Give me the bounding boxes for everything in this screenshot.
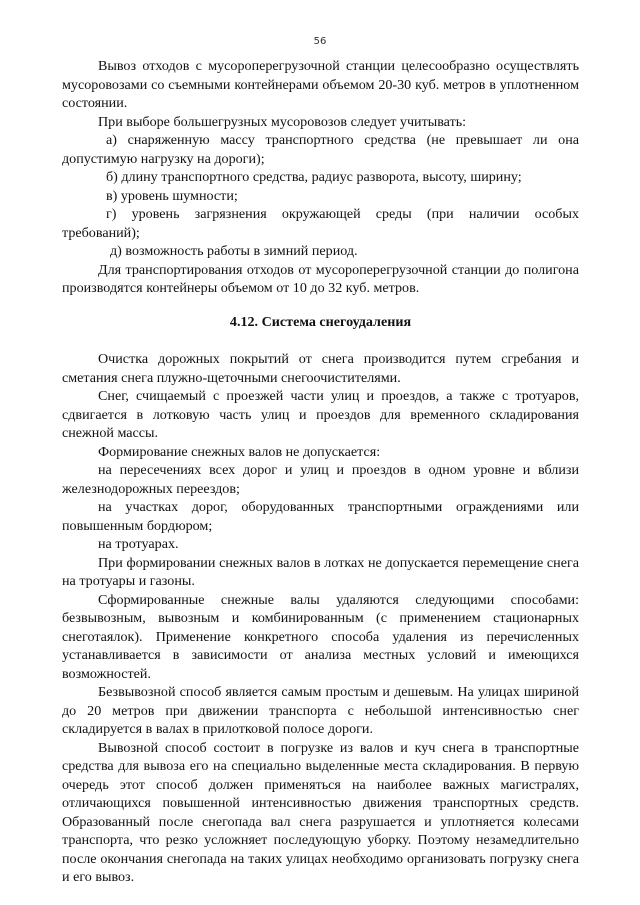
- paragraph: Очистка дорожных покрытий от снега производится путем сгребания и сметания снега плужно-щеточными снегоочистителями.: [62, 351, 579, 386]
- paragraph: Вывоз отходов с мусороперегрузочной станции целесообразно осуществлять мусоровозами со съемными контейнерами объемом 20-30 куб. метров в уплотненном состоянии.: [62, 58, 579, 111]
- section-heading: 4.12. Система снегоудаления: [229, 313, 412, 330]
- list-item: г) уровень загрязнения окружающей среды (при наличии особых требований);: [62, 206, 579, 241]
- waste-transport-section: [62, 57, 579, 298]
- paragraph: Формирование снежных валов не допускается:: [98, 443, 381, 460]
- paragraph: Вывозной способ состоит в погрузке из валов и куч снега в транспортные средства для вывоза его на специально выделенные места складирования. В первую очередь этот способ должен применяться на наиболее важных магистралях, отличающихся повышенной интенсивностью движения транспортных средств. Образованный после снегопада вал снега разрушается и уплотняется колесами транспорта, что резко усложняет последующую уборку. Поэтому незамедлительно после окончания снегопада на таких улицах необходимо организовать погрузку снега и его вывоз.: [62, 739, 579, 885]
- list-item: на тротуарах.: [98, 536, 179, 552]
- list-item: а) снаряженную массу транспортного средства (не превышает ли она допустимую нагрузку на дороги);: [62, 132, 579, 167]
- document-body: [62, 57, 579, 887]
- page-number: 56: [313, 36, 327, 47]
- paragraph: Безвывозной способ является самым простым и дешевым. На улицах шириной до 20 метров при движении транспорта с небольшой интенсивностью снег складируется в валах в прилотковой полосе дороги.: [62, 684, 579, 737]
- paragraph: Снег, счищаемый с проезжей части улиц и проездов, а также с тротуаров, сдвигается в лотковую часть улиц и проездов для временного складирования снежной массы.: [62, 388, 579, 441]
- list-item: б) длину транспортного средства, радиус разворота, высоту, ширину;: [106, 169, 522, 185]
- list-item: д) возможность работы в зимний период.: [110, 243, 358, 259]
- paragraph: Для транспортирования отходов от мусороперегрузочной станции до полигона производятся контейнеры объемом от 10 до 32 куб. метров.: [62, 261, 579, 296]
- list-item: на пересечениях всех дорог и улиц и проездов в одном уровне и вблизи железнодорожных переездов;: [62, 462, 579, 497]
- list-item: в) уровень шумности;: [106, 187, 238, 204]
- paragraph: При выборе большегрузных мусоровозов следует учитывать:: [98, 113, 467, 130]
- paragraph: Сформированные снежные валы удаляются следующими способами: безвывозным, вывозным и комбинированным (с применением стационарных снеготаялок). Применение конкретного способа удаления из перечисленных устанавливается в зависимости от анализа местных условий и имеющихся возможностей.: [62, 591, 579, 682]
- snow-removal-section: [62, 350, 579, 887]
- list-item: на участках дорог, оборудованных транспортными ограждениями или повышенным бордюром;: [62, 499, 579, 534]
- paragraph: При формировании снежных валов в лотках не допускается перемещение снега на тротуары и газоны.: [62, 554, 579, 589]
